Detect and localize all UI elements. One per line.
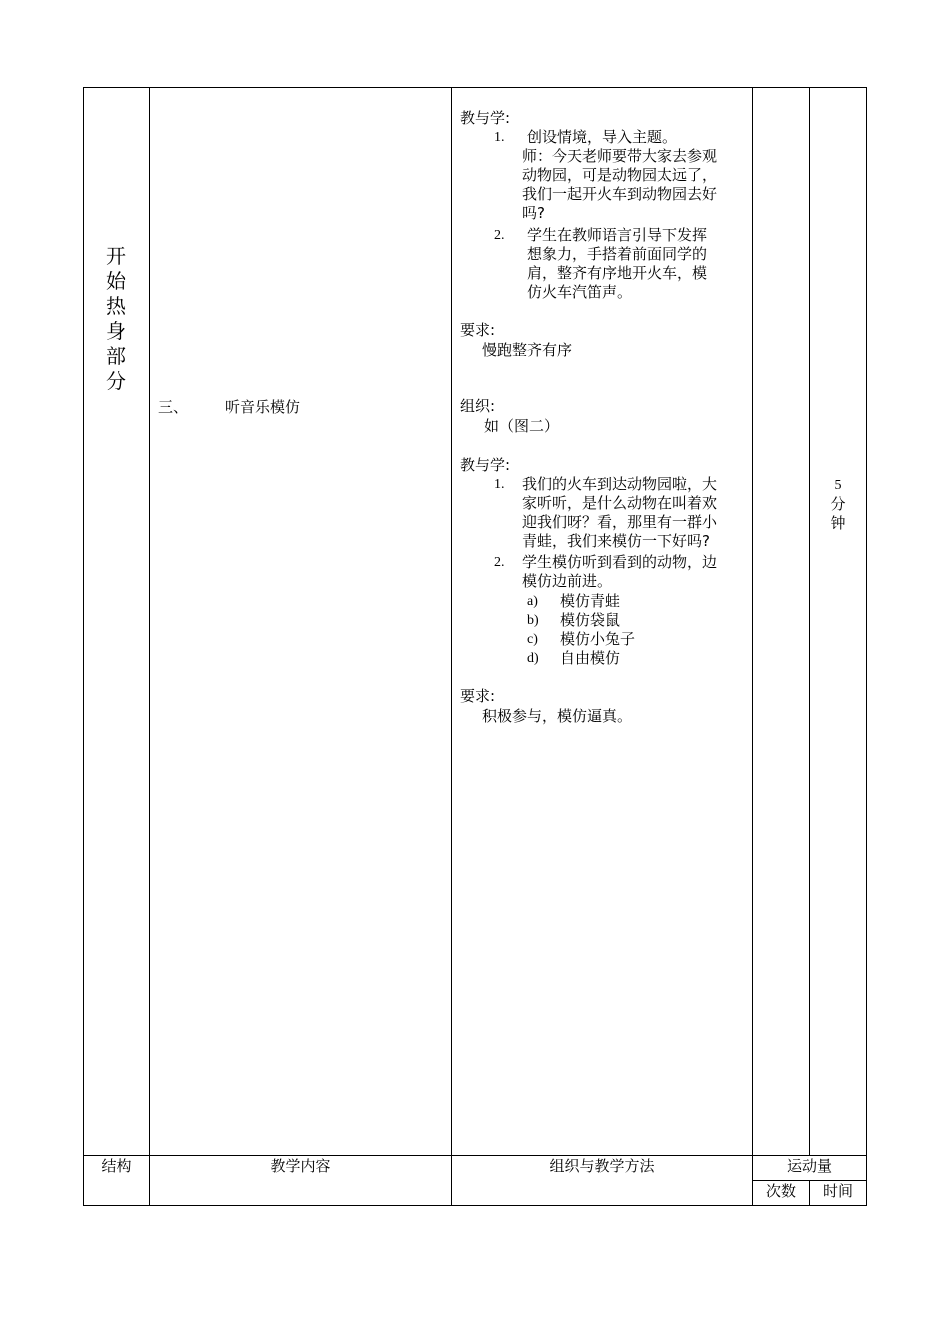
table-border-top [83,87,867,88]
sub-item-text: 自由模仿 [560,649,621,667]
table-divider-content [451,87,452,1206]
item-line: 模仿边前进。 [522,572,613,590]
section-title-vertical [86,244,146,394]
section-title-char: 分 [106,369,126,393]
time-unit-char: 分 [830,495,846,513]
item-line: 吗? [522,204,545,222]
item-text: 创设情境，导入主题。 [527,128,678,146]
sub-item-label: c) [527,632,538,647]
item-number: 1. [494,477,505,492]
requirement-text-2: 积极参与，模仿逼真。 [482,707,633,725]
sub-item-label: b) [527,613,539,628]
table-border-bottom [83,1205,867,1206]
table-border-right [866,87,867,1206]
sub-item-text: 模仿袋鼠 [560,611,621,629]
section-title-char: 开 [106,244,126,268]
item-line: 仿火车汽笛声。 [527,283,633,301]
item-line: 师：今天老师要带大家去参观 [522,147,718,165]
header-content: 教学内容 [270,1157,331,1175]
header-count: 次数 [765,1182,796,1200]
item-line: 青蛙，我们来模仿一下好吗? [522,532,710,550]
item-line: 动物园，可是动物园太远了， [522,166,718,184]
time-unit-char: 钟 [830,514,846,532]
requirement-heading-1: 要求: [460,321,496,339]
organization-text: 如（图二） [484,417,560,435]
item-number: 2. [494,228,505,243]
sub-item-text: 模仿小兔子 [560,630,636,648]
sub-item-label: d) [527,651,539,666]
item-line: 我们的火车到达动物园啦，大 [522,475,718,493]
time-number: 5 [834,478,842,493]
header-amount: 运动量 [786,1157,832,1175]
item-line: 迎我们呀？看，那里有一群小 [522,513,718,531]
table-border-left [83,87,84,1206]
item-line: 想象力，手搭着前面同学的 [527,245,708,263]
table-divider-structure [149,87,150,1206]
requirement-heading-2: 要求: [460,687,496,705]
header-method: 组织与教学方法 [549,1157,655,1175]
item-line: 家听听，是什么动物在叫着欢 [522,494,718,512]
content-title: 听音乐模仿 [225,398,301,416]
item-line: 学生在教师语言引导下发挥 [527,226,708,244]
requirement-text-1: 慢跑整齐有序 [482,341,573,359]
sub-item-label: a) [527,594,538,609]
item-number: 2. [494,555,505,570]
section-title-char: 部 [106,344,126,368]
section-title-char: 身 [106,319,126,343]
teach-heading-2: 教与学: [460,456,511,474]
teach-heading-1: 教与学: [460,109,511,127]
item-number: 1. [494,130,505,145]
sub-item-text: 模仿青蛙 [560,592,621,610]
item-line: 我们一起开火车到动物园去好 [522,185,718,203]
content-number: 三、 [158,398,189,416]
item-line: 肩，整齐有序地开火车，模 [527,264,708,282]
section-title-char: 热 [106,294,126,318]
header-structure: 结构 [101,1157,132,1175]
item-line: 学生模仿听到看到的动物，边 [522,553,718,571]
section-title-char: 始 [106,269,126,293]
table-border-footer-top [83,1155,867,1156]
organization-heading: 组织: [460,397,496,415]
table-divider-method [752,87,753,1206]
header-time: 时间 [822,1182,853,1200]
table-divider-count [809,87,810,1156]
